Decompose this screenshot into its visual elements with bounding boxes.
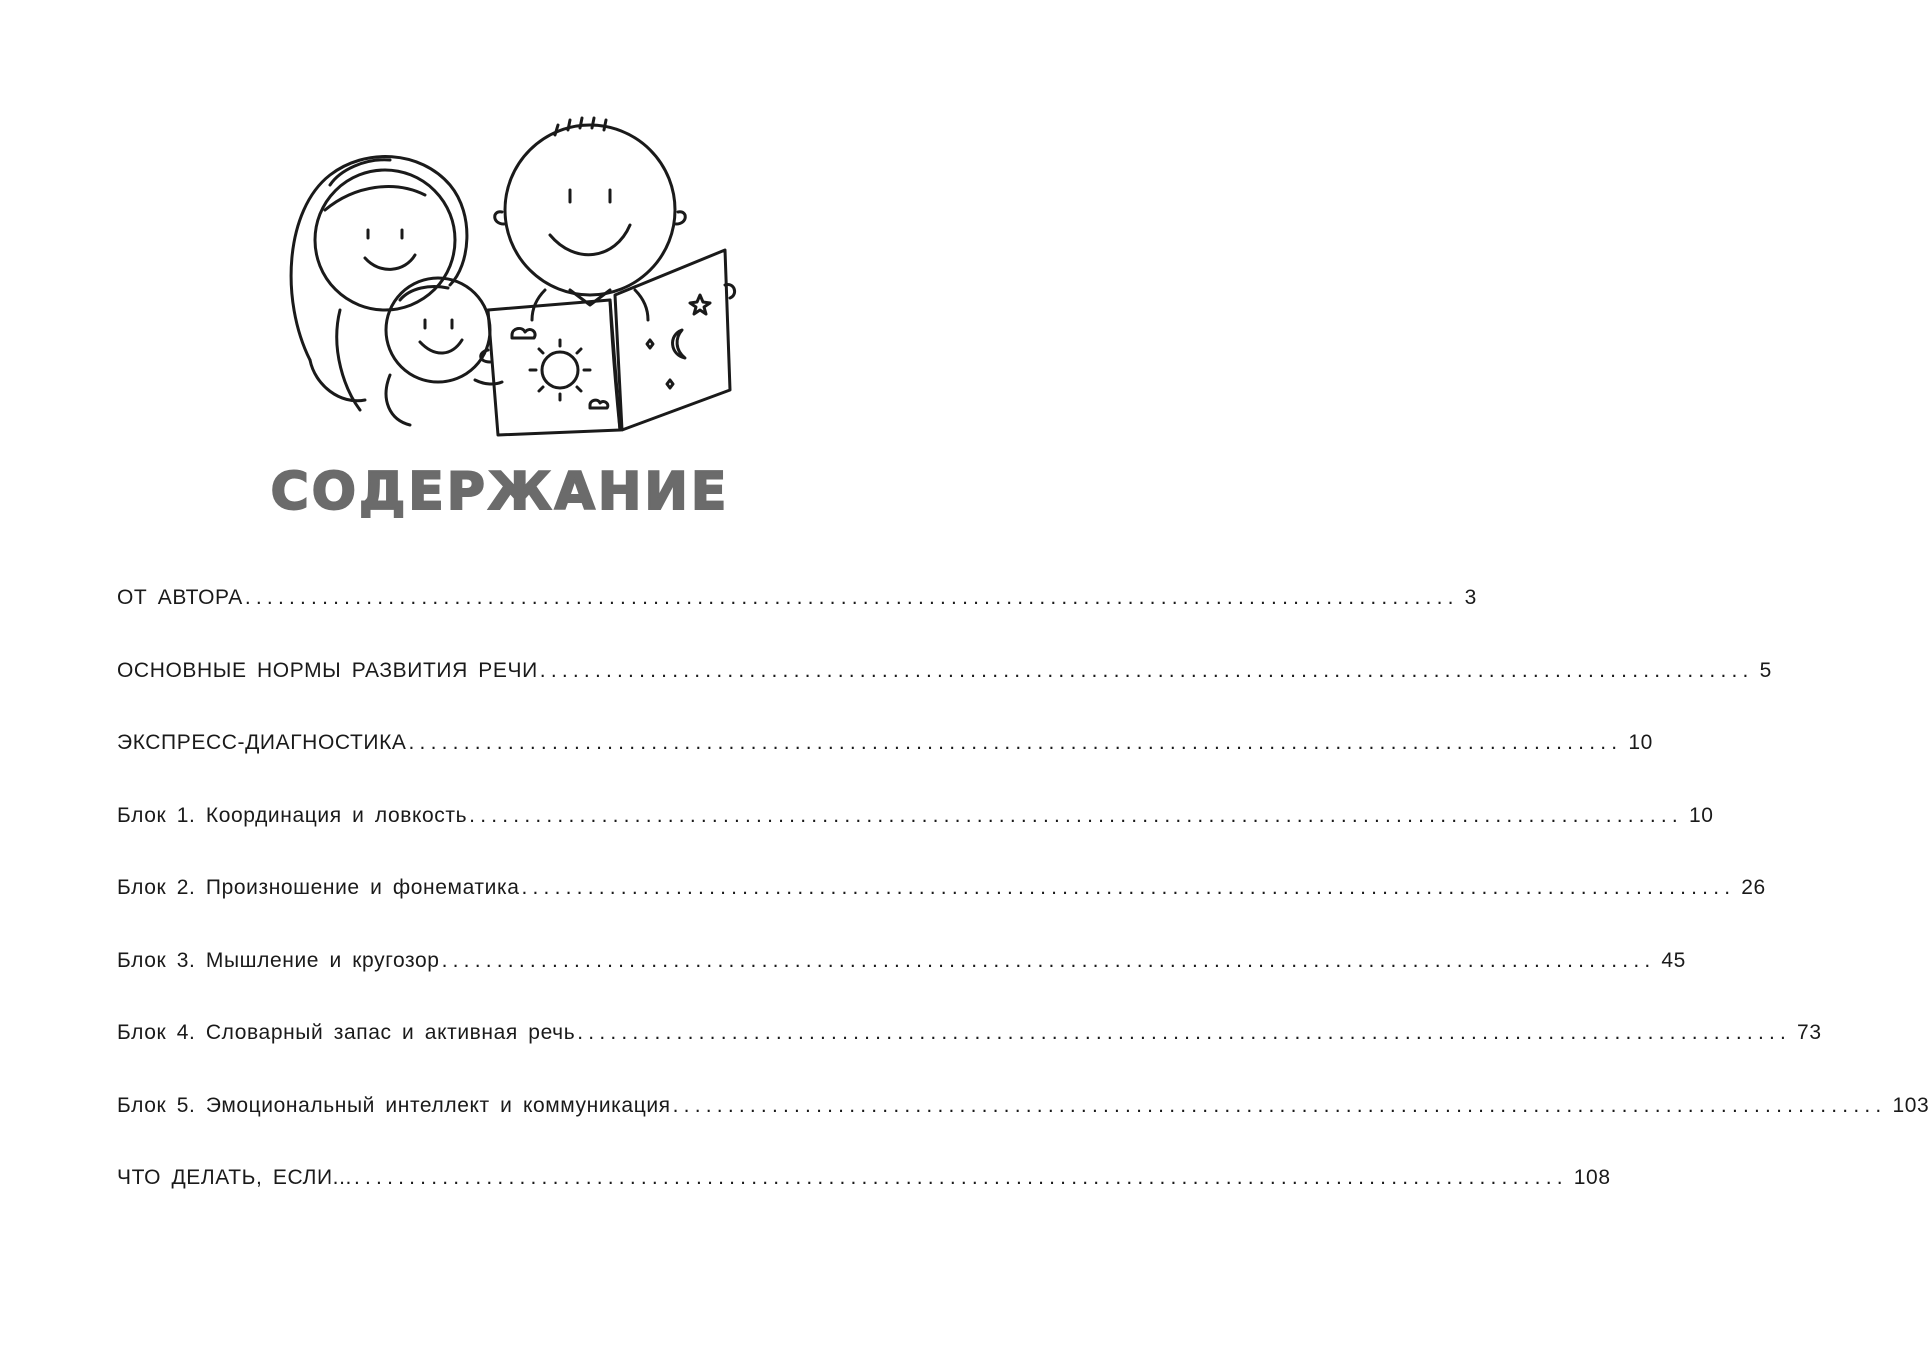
toc-entry[interactable] bbox=[117, 658, 1772, 732]
toc-entry-page: 45 bbox=[1661, 948, 1686, 972]
moon-icon bbox=[673, 330, 685, 358]
toc-leader: .............................................................................................................. bbox=[672, 1093, 1887, 1117]
toc-leader: .............................................................................................................. bbox=[577, 1021, 1792, 1044]
child-face bbox=[386, 278, 490, 382]
toc-entry-page: 3 bbox=[1464, 586, 1477, 609]
toc-entry-page: 73 bbox=[1797, 1021, 1822, 1044]
cloud-icon bbox=[512, 328, 535, 338]
mother-smile bbox=[365, 255, 415, 269]
mother-face bbox=[315, 170, 455, 310]
toc-entry-page: 10 bbox=[1628, 731, 1653, 754]
toc-leader: .............................................................................................................. bbox=[441, 948, 1656, 972]
toc-entry[interactable] bbox=[117, 948, 1686, 1022]
toc-entry[interactable] bbox=[117, 1093, 1929, 1167]
toc-entry-label: ОСНОВНЫЕ НОРМЫ РАЗВИТИЯ РЕЧИ bbox=[117, 658, 538, 682]
toc-leader: .............................................................................................................. bbox=[353, 1166, 1568, 1189]
toc-entry[interactable] bbox=[117, 586, 1477, 659]
toc-entry[interactable] bbox=[117, 1166, 1611, 1239]
toc-entry[interactable] bbox=[117, 803, 1714, 877]
toc-entry-page: 103 bbox=[1892, 1093, 1929, 1117]
toc-entry-label: ЭКСПРЕСС-ДИАГНОСТИКА bbox=[117, 731, 407, 754]
table-of-contents bbox=[117, 586, 1929, 1239]
toc-entry-label: Блок 2. Произношение и фонематика bbox=[117, 876, 520, 899]
toc-entry-label: Блок 4. Словарный запас и активная речь bbox=[117, 1021, 576, 1044]
toc-entry-page: 5 bbox=[1759, 658, 1772, 682]
toc-leader: .............................................................................................................. bbox=[244, 586, 1459, 609]
toc-leader: .............................................................................................................. bbox=[521, 876, 1736, 899]
father-smile bbox=[550, 225, 630, 255]
toc-entry-label: Блок 3. Мышление и кругозор bbox=[117, 948, 440, 972]
star-icon bbox=[690, 295, 710, 314]
toc-entry-page: 108 bbox=[1573, 1166, 1611, 1189]
toc-leader: .............................................................................................................. bbox=[408, 731, 1623, 754]
sun-icon bbox=[542, 352, 578, 388]
page-title: СОДЕРЖАНИЕ bbox=[270, 462, 730, 522]
family-reading-icon bbox=[270, 100, 750, 450]
toc-entry-label: Блок 5. Эмоциональный интеллект и коммуникация bbox=[117, 1093, 671, 1117]
toc-entry-page: 26 bbox=[1741, 876, 1766, 899]
toc-leader: .............................................................................................................. bbox=[469, 803, 1683, 827]
toc-entry-label: Блок 1. Координация и ловкость bbox=[117, 803, 468, 827]
father-face bbox=[505, 125, 675, 295]
toc-entry[interactable] bbox=[117, 1021, 1822, 1094]
child-smile bbox=[420, 340, 462, 353]
toc-entry[interactable] bbox=[117, 876, 1766, 949]
toc-entry-label: ЧТО ДЕЛАТЬ, ЕСЛИ... bbox=[117, 1166, 352, 1189]
toc-entry-page: 10 bbox=[1688, 803, 1714, 827]
book-left-page bbox=[488, 300, 620, 435]
toc-entry[interactable] bbox=[117, 731, 1653, 804]
toc-leader: .............................................................................................................. bbox=[539, 658, 1754, 682]
toc-entry-label: ОТ АВТОРА bbox=[117, 586, 243, 609]
